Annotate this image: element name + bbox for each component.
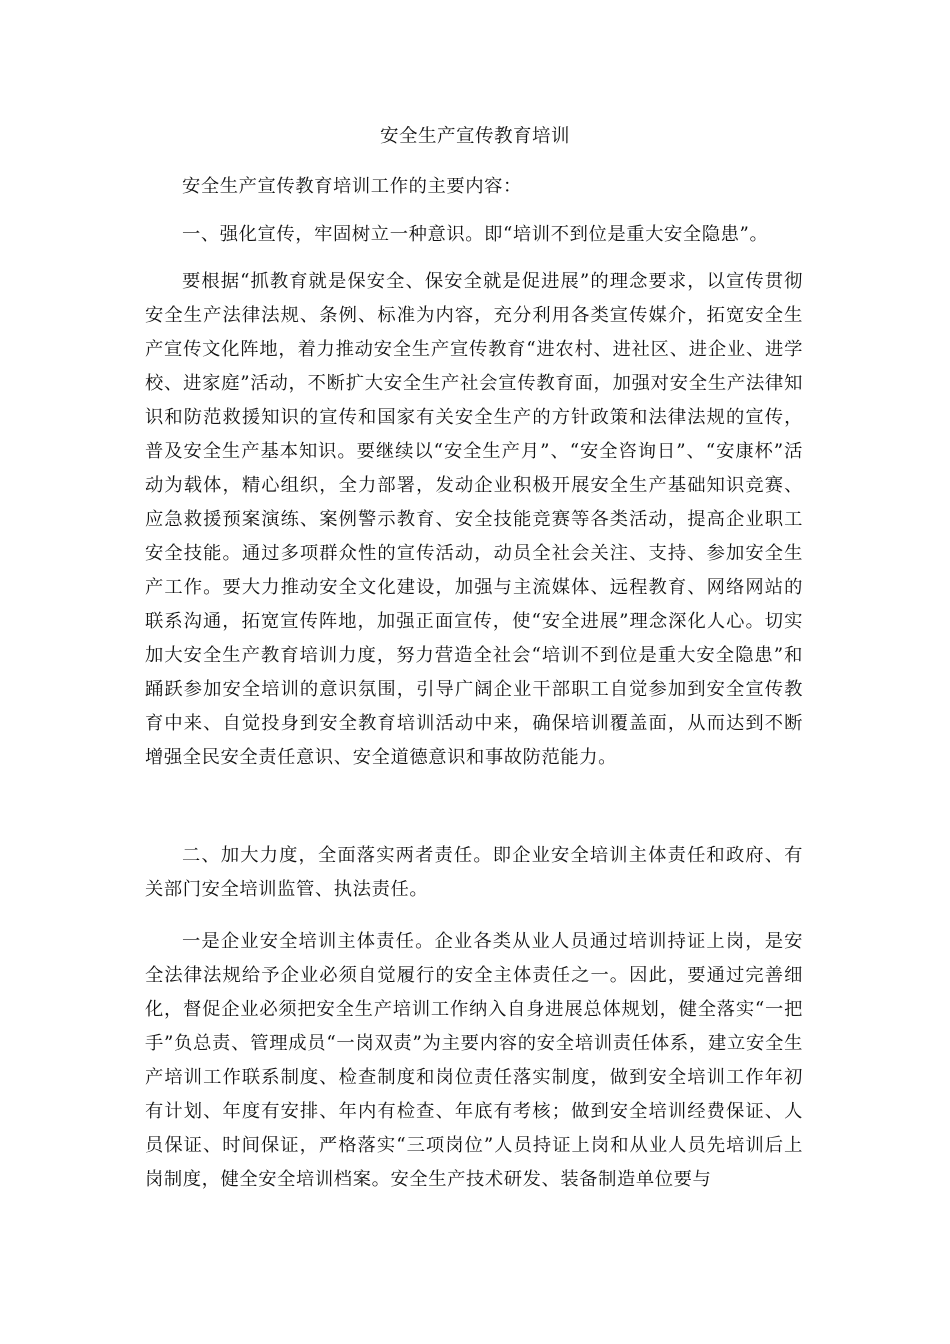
intro-paragraph: 安全生产宣传教育培训工作的主要内容： [182, 176, 522, 197]
section-body-2: 一是企业安全培训主体责任。企业各类从业人员通过培训持证上岗，是安全法律法规给予企业必须自觉履行的安全主体责任之一。因此，要通过完善细化，督促企业必须把安全生产培训工作纳入自身进展总体规划，健全落实“一把手”负总责、管理成员“一岗双责”为主要内容的安全培训责任体系，建立安全生产培训工作联系制度、检查制度和岗位责任落实制度，做到安全培训工作年初有计划、年度有安排、年内有检查、年底有考核；做到安全培训经费保证、人员保证、时间保证，严格落实“三项岗位”人员持证上岗和从业人员先培训后上岗制度，健全安全培训档案。安全生产技术研发、装备制造单位要与 [145, 931, 803, 1190]
document-title: 安全生产宣传教育培训 [379, 126, 570, 147]
section-body-1: 要根据“抓教育就是保安全、保安全就是促进展”的理念要求，以宣传贯彻安全生产法律法规、条例、标准为内容，充分利用各类宣传媒介，拓宽安全生产宣传文化阵地，着力推动安全生产宣传教育“进农村、进社区、进企业、进学校、进家庭”活动，不断扩大安全生产社会宣传教育面，加强对安全生产法律知识和防范救援知识的宣传和国家有关安全生产的方针政策和法律法规的宣传，普及安全生产基本知识。要继续以“安全生产月”、“安全咨询日”、“安康杯”活动为载体，精心组织，全力部署，发动企业积极开展安全生产基础知识竞赛、应急救援预案演练、案例警示教育、安全技能竞赛等各类活动，提高企业职工安全技能。通过多项群众性的宣传活动，动员全社会关注、支持、参加安全生产工作。要大力推动安全文化建设，加强与主流媒体、远程教育、网络网站的联系沟通，拓宽宣传阵地，加强正面宣传，使“安全进展”理念深化人心。切实加大安全生产教育培训力度，努力营造全社会“培训不到位是重大安全隐患”和踊跃参加安全培训的意识氛围，引导广阔企业干部职工自觉参加到安全宣传教育中来、自觉投身到安全教育培训活动中来，确保培训覆盖面，从而达到不断增强全民安全责任意识、安全道德意识和事故防范能力。 [145, 271, 803, 768]
section-heading-1: 一、强化宣传，牢固树立一种意识。即“培训不到位是重大安全隐患”。 [182, 224, 769, 245]
section-heading-2: 二、加大力度，全面落实两者责任。即企业安全培训主体责任和政府、有关部门安全培训监管、执法责任。 [145, 845, 803, 900]
